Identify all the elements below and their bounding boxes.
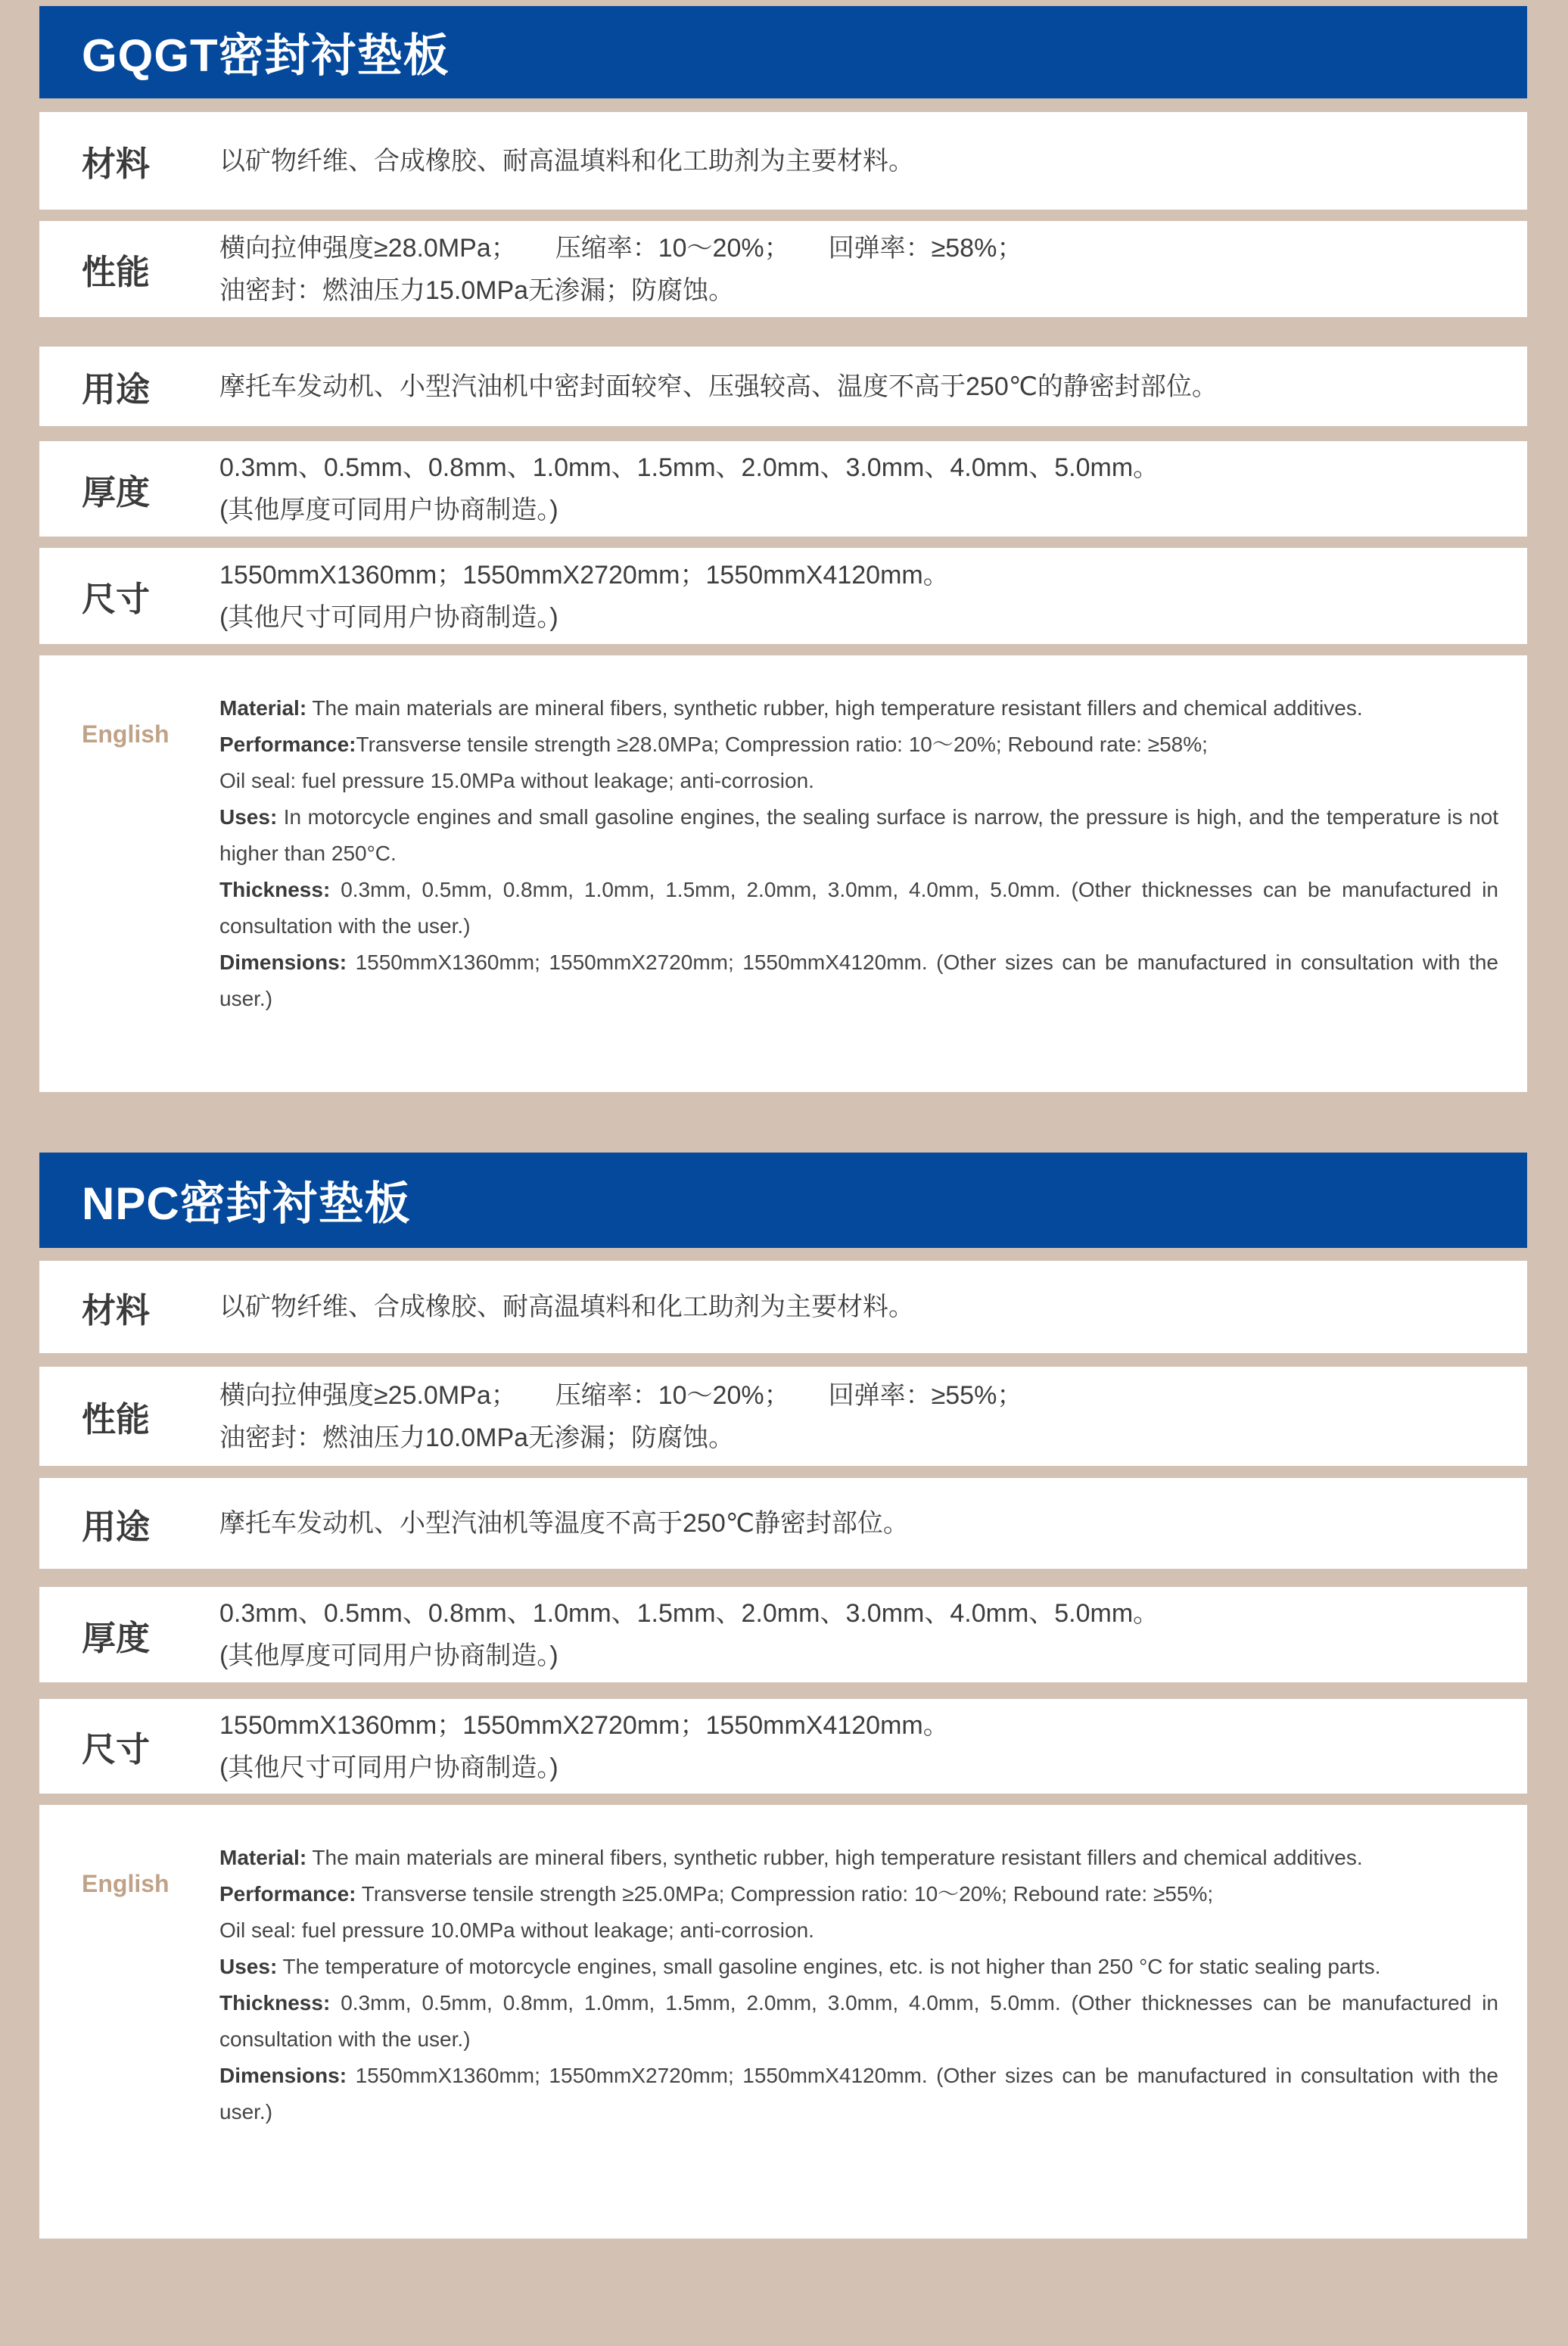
dimensions-label: 尺寸 xyxy=(82,1730,151,1769)
english-uses-line xyxy=(219,799,1498,872)
english-material-line xyxy=(219,1840,1498,1876)
english-material-body: The main materials are mineral fibers, synthetic rubber, high temperature resistant fillers and chemical additives. xyxy=(306,696,1363,720)
material-content xyxy=(219,1286,1527,1328)
english-uses-lead: Uses: xyxy=(219,805,278,829)
usage-label: 用途 xyxy=(82,1507,151,1546)
english-oilseal-body: Oil seal: fuel pressure 10.0MPa without leakage; anti-corrosion. xyxy=(219,1918,814,1942)
dimensions-label: 尺寸 xyxy=(82,580,151,618)
english-material-lead: Material: xyxy=(219,1846,307,1869)
material-text: 以矿物纤维、合成橡胶、耐高温填料和化工助剂为主要材料。 xyxy=(219,1293,914,1321)
english-performance-lead: Performance: xyxy=(219,733,356,756)
product-section-gqgt xyxy=(39,6,1527,1092)
english-oilseal-body: Oil seal: fuel pressure 15.0MPa without leakage; anti-corrosion. xyxy=(219,769,814,792)
english-uses-body: In motorcycle engines and small gasoline engines, the sealing surface is narrow, the pressure is high, and the temperature is not higher than 250°C. xyxy=(219,805,1498,865)
english-dimensions-lead: Dimensions: xyxy=(219,2064,347,2087)
dimensions-line1: 1550mmX1360mm；1550mmX2720mm；1550mmX4120mm。 xyxy=(219,560,949,590)
performance-line2: 油密封：燃油压力10.0MPa无渗漏；防腐蚀。 xyxy=(219,1423,735,1452)
english-performance-body: Transverse tensile strength ≥28.0MPa; Compression ratio: 10～20%; Rebound rate: ≥58%; xyxy=(356,733,1208,756)
english-oilseal-line xyxy=(219,763,1498,799)
english-thickness-line xyxy=(219,872,1498,944)
material-text: 以矿物纤维、合成橡胶、耐高温填料和化工助剂为主要材料。 xyxy=(219,146,914,176)
performance-row xyxy=(39,1367,1527,1466)
usage-text: 摩托车发动机、小型汽油机中密封面较窄、压强较高、温度不高于250℃的静密封部位。 xyxy=(219,372,1218,401)
section-banner xyxy=(39,1153,1527,1248)
performance-content xyxy=(219,1374,1527,1459)
dimensions-line2: (其他尺寸可同用户协商制造。) xyxy=(219,602,558,632)
english-text xyxy=(219,655,1498,1017)
material-label: 材料 xyxy=(82,145,151,183)
usage-content xyxy=(219,1502,1527,1545)
usage-row xyxy=(39,347,1527,426)
thickness-label: 厚度 xyxy=(82,1618,151,1657)
performance-label: 性能 xyxy=(82,253,151,291)
performance-line1: 横向拉伸强度≥28.0MPa； 压缩率：10～20%； 回弹率：≥58%； xyxy=(219,233,1023,263)
usage-label: 用途 xyxy=(82,370,151,409)
dimensions-content xyxy=(219,554,1527,639)
english-thickness-lead: Thickness: xyxy=(219,1991,331,2015)
section-title: NPC密封衬垫板 xyxy=(82,1178,411,1229)
catalog-page xyxy=(0,6,1568,2346)
thickness-content xyxy=(219,446,1527,531)
english-material-lead: Material: xyxy=(219,696,307,720)
english-performance-lead: Performance: xyxy=(219,1882,356,1906)
english-label: English xyxy=(82,720,170,748)
product-section-npc xyxy=(39,1153,1527,2239)
thickness-line2: (其他厚度可同用户协商制造。) xyxy=(219,1641,558,1670)
performance-row xyxy=(39,221,1527,317)
english-performance-body: Transverse tensile strength ≥25.0MPa; Compression ratio: 10～20%; Rebound rate: ≥55%; xyxy=(356,1882,1214,1906)
thickness-content xyxy=(219,1592,1527,1677)
english-performance-line xyxy=(219,727,1498,763)
english-uses-body: The temperature of motorcycle engines, small gasoline engines, etc. is not higher than 250 °C for static sealing parts. xyxy=(277,1955,1381,1978)
performance-line1: 横向拉伸强度≥25.0MPa； 压缩率：10～20%； 回弹率：≥55%； xyxy=(219,1380,1023,1410)
english-row xyxy=(39,655,1527,1092)
material-label: 材料 xyxy=(82,1290,151,1330)
english-material-line xyxy=(219,690,1498,727)
english-thickness-body: 0.3mm, 0.5mm, 0.8mm, 1.0mm, 1.5mm, 2.0mm, 3.0mm, 4.0mm, 5.0mm. (Other thicknesses can be manufactured in consultation with the user.) xyxy=(219,878,1498,938)
thickness-label: 厚度 xyxy=(82,472,151,512)
usage-text: 摩托车发动机、小型汽油机等温度不高于250℃静密封部位。 xyxy=(219,1509,909,1538)
thickness-row xyxy=(39,1587,1527,1682)
english-uses-lead: Uses: xyxy=(219,1955,278,1978)
english-material-body: The main materials are mineral fibers, synthetic rubber, high temperature resistant fillers and chemical additives. xyxy=(306,1846,1363,1869)
material-row xyxy=(39,1261,1527,1353)
english-label: English xyxy=(82,1870,170,1897)
section-banner xyxy=(39,6,1527,98)
thickness-line1: 0.3mm、0.5mm、0.8mm、1.0mm、1.5mm、2.0mm、3.0mm、4.0mm、5.0mm。 xyxy=(219,1599,1159,1628)
usage-row xyxy=(39,1478,1527,1569)
english-performance-line xyxy=(219,1876,1498,1912)
english-dimensions-body: 1550mmX1360mm; 1550mmX2720mm; 1550mmX4120mm. (Other sizes can be manufactured in consultation with the user.) xyxy=(219,2064,1498,2124)
usage-content xyxy=(219,366,1527,408)
english-dimensions-line xyxy=(219,944,1498,1017)
english-dimensions-line xyxy=(219,2058,1498,2130)
english-thickness-lead: Thickness: xyxy=(219,878,331,901)
dimensions-row xyxy=(39,548,1527,644)
english-dimensions-lead: Dimensions: xyxy=(219,951,347,974)
english-dimensions-body: 1550mmX1360mm; 1550mmX2720mm; 1550mmX4120mm. (Other sizes can be manufactured in consultation with the user.) xyxy=(219,951,1498,1010)
dimensions-row xyxy=(39,1699,1527,1794)
english-oilseal-line xyxy=(219,1912,1498,1949)
dimensions-line1: 1550mmX1360mm；1550mmX2720mm；1550mmX4120mm。 xyxy=(219,1710,949,1740)
performance-content xyxy=(219,227,1527,312)
english-row xyxy=(39,1805,1527,2239)
english-thickness-line xyxy=(219,1985,1498,2058)
english-uses-line xyxy=(219,1949,1498,1985)
thickness-line2: (其他厚度可同用户协商制造。) xyxy=(219,496,558,524)
material-row xyxy=(39,112,1527,210)
performance-line2: 油密封：燃油压力15.0MPa无渗漏；防腐蚀。 xyxy=(219,275,735,305)
material-content xyxy=(219,140,1527,182)
dimensions-content xyxy=(219,1704,1527,1789)
thickness-row xyxy=(39,441,1527,537)
english-text xyxy=(219,1805,1498,2130)
english-thickness-body: 0.3mm, 0.5mm, 0.8mm, 1.0mm, 1.5mm, 2.0mm, 3.0mm, 4.0mm, 5.0mm. (Other thicknesses can be manufactured in consultation with the user.) xyxy=(219,1991,1498,2051)
dimensions-line2: (其他尺寸可同用户协商制造。) xyxy=(219,1753,558,1782)
section-title: GQGT密封衬垫板 xyxy=(82,30,450,81)
performance-label: 性能 xyxy=(82,1400,151,1439)
thickness-line1: 0.3mm、0.5mm、0.8mm、1.0mm、1.5mm、2.0mm、3.0mm、4.0mm、5.0mm。 xyxy=(219,453,1159,482)
